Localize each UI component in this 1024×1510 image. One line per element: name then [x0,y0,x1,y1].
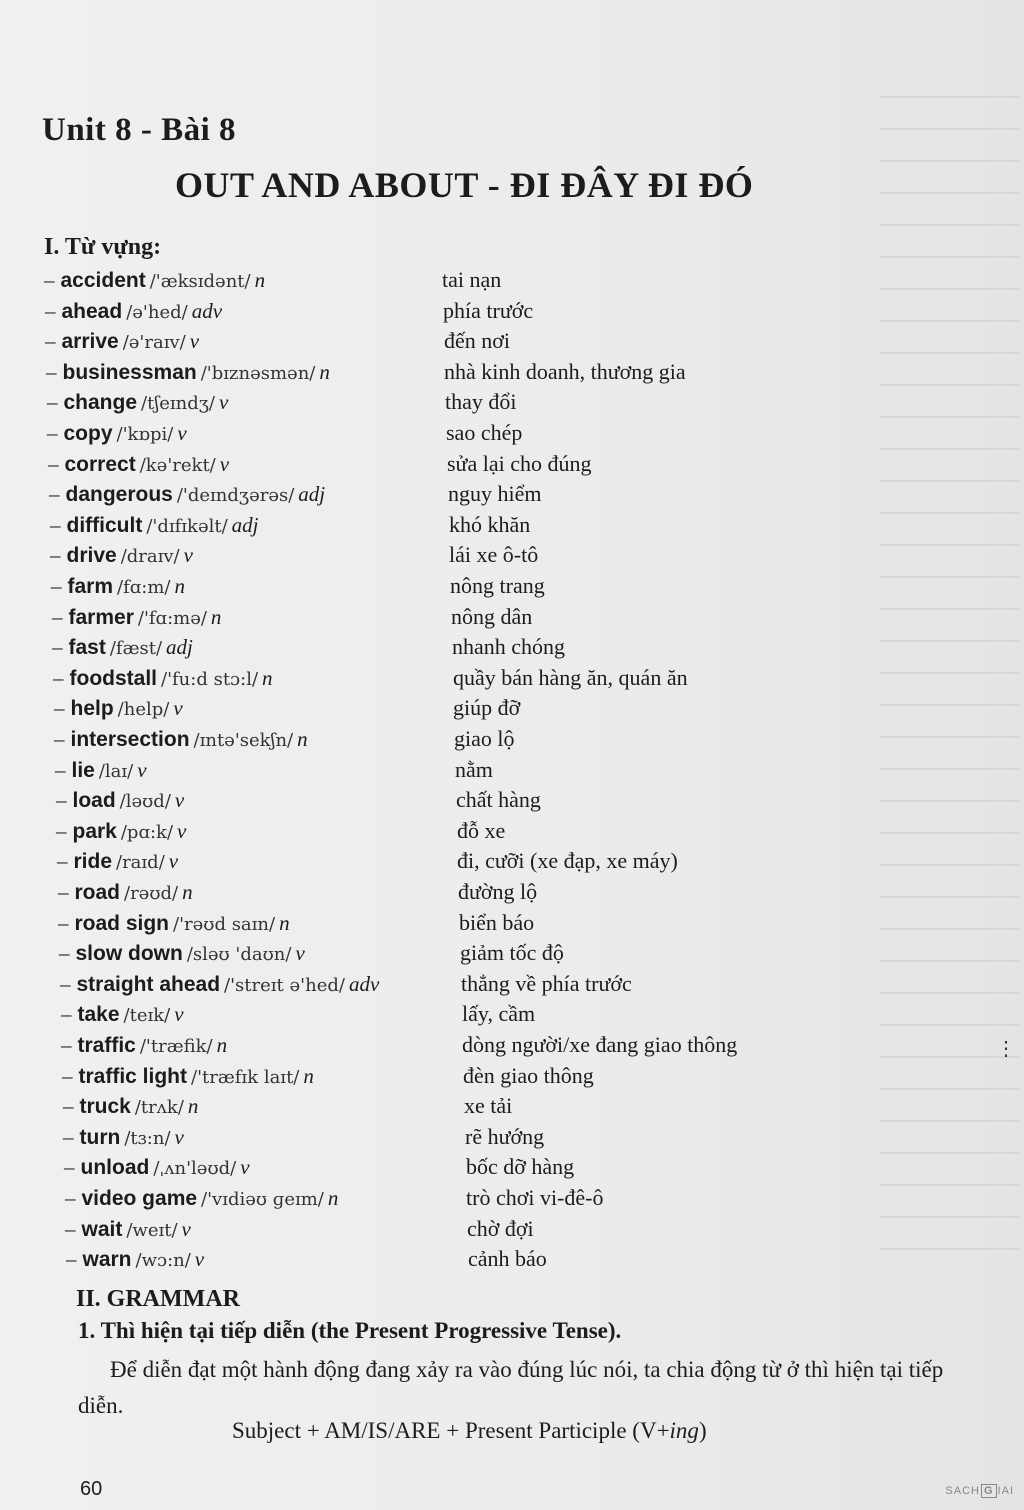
vocab-pos: n [297,727,308,751]
vocab-entry [48,450,229,480]
vocab-row [0,1092,800,1122]
vocab-meaning: sửa lại cho đúng [447,451,592,476]
vocab-pos: v [174,788,185,812]
vocab-entry [64,1153,250,1183]
vocab-row [0,541,800,571]
list-dash: – [63,1125,74,1149]
vocab-ipa: /'streɪt ə'hed/ [224,975,345,996]
vocab-row [0,817,800,847]
vocab-ipa: /tʃeɪndʒ/ [141,393,215,414]
vocab-entry [52,633,193,663]
vocab-ipa: /pɑ:k/ [120,822,174,843]
vocab-pos: v [240,1155,250,1179]
vocab-entry [54,725,308,755]
vocab-meaning: chờ đợi [467,1216,534,1241]
vocab-ipa: /trʌk/ [134,1097,184,1118]
list-dash: – [56,788,67,812]
vocab-row [0,603,800,633]
vocab-row [0,878,800,908]
vocab-word: road [74,881,121,904]
vocab-word: change [63,391,138,414]
list-dash: – [61,1002,72,1026]
list-dash: – [46,360,57,384]
vocab-meaning: lái xe ô-tô [449,542,539,567]
vocab-row [0,450,800,480]
list-dash: – [55,758,66,782]
vocab-entry [47,388,228,418]
list-dash: – [44,268,55,292]
formula-ing: ing [669,1418,699,1443]
list-dash: – [63,1094,74,1118]
vocab-ipa: /ɪntə'sekʃn/ [193,730,294,751]
list-dash: – [58,911,69,935]
vocab-row [0,1062,800,1092]
vocab-word: lie [71,759,95,782]
formula-main: Subject + AM/IS/ARE + Present Participle (V+ [232,1418,670,1443]
vocab-pos: v [168,849,179,873]
vocab-entry [59,939,305,969]
vocab-meaning: đèn giao thông [463,1063,594,1088]
list-dash: – [65,1217,76,1241]
list-dash: – [48,452,59,476]
vocab-row [0,1215,800,1245]
vocab-ipa: /laɪ/ [98,761,134,782]
vocab-pos: v [137,758,147,782]
vocab-entry [57,847,178,877]
watermark-logo [945,1484,1014,1498]
vocab-meaning: thẳng về phía trước [461,971,632,996]
vocab-entry [50,541,193,571]
vocab-meaning: đi, cưỡi (xe đạp, xe máy) [457,848,678,873]
vocab-entry [45,297,222,327]
vocab-meaning: cảnh báo [468,1246,547,1271]
vocab-meaning: giúp đỡ [453,695,521,720]
vocab-word: truck [79,1095,131,1118]
vocab-word: unload [80,1156,150,1179]
vocab-ipa: /'æksɪdənt/ [149,271,251,292]
vocab-row [0,511,800,541]
vocab-word: warn [82,1248,132,1271]
vocab-ipa: /'kɒpi/ [116,424,174,445]
list-dash: – [58,880,69,904]
vocab-ipa: /'rəʊd saɪn/ [173,914,276,935]
vocab-row [0,939,800,969]
bleed-through-texture [880,70,1020,1270]
vocab-ipa: /fɑ:m/ [117,577,171,598]
vocab-word: slow down [75,942,183,965]
vocab-pos: v [218,390,229,414]
vocab-meaning: nông dân [451,604,533,629]
page-number: 60 [80,1478,103,1500]
vocab-pos: v [295,941,305,965]
vocab-meaning: lấy, cầm [462,1001,536,1026]
vocab-word: turn [79,1126,121,1149]
vocab-ipa: /ˌʌn'ləʊd/ [153,1158,237,1179]
vocab-word: ahead [61,300,123,323]
vocab-ipa: /wɔ:n/ [135,1250,191,1271]
vocab-entry [50,511,259,541]
vocab-ipa: /draɪv/ [120,546,180,567]
vocab-pos: v [183,543,193,567]
list-dash: – [52,605,63,629]
vocab-row [0,1153,800,1183]
list-dash: – [65,1186,76,1210]
vocab-entry [60,970,379,1000]
vocab-word: foodstall [69,667,157,690]
vocab-meaning: chất hàng [456,787,541,812]
vocab-ipa: /rəʊd/ [124,883,179,904]
vocab-entry [45,327,199,357]
vocab-entry [63,1092,198,1122]
vocab-row [0,419,800,449]
list-dash: – [51,574,62,598]
vocab-entry [46,358,330,388]
vocab-word: farm [67,575,114,598]
list-dash: – [49,482,60,506]
vocab-meaning: khó khăn [449,512,531,537]
vocab-row [0,358,800,388]
vocab-word: ride [73,850,113,873]
vocab-row [0,909,800,939]
vocab-row [0,327,800,357]
vocabulary-heading: I. Từ vựng: [44,234,162,260]
vocab-pos: n [182,880,193,904]
vocab-word: copy [63,422,113,445]
vocab-pos: n [216,1033,228,1057]
vocab-row [0,480,800,510]
list-dash: – [47,390,58,414]
vocab-meaning: quầy bán hàng ăn, quán ăn [453,665,688,690]
grammar-heading: II. GRAMMAR [76,1286,240,1312]
list-dash: – [54,727,65,751]
list-dash: – [50,513,61,537]
vocab-pos: n [327,1186,339,1210]
vocab-pos: n [319,360,330,384]
vocab-row [0,694,800,724]
vocab-ipa: /weɪt/ [126,1220,178,1241]
vocab-ipa: /ə'raɪv/ [122,332,186,353]
vocab-row [0,297,800,327]
vocab-pos: adj [231,513,259,537]
list-dash: – [64,1155,75,1179]
list-dash: – [54,696,65,720]
list-dash: – [45,299,56,323]
vocab-meaning: dòng người/xe đang giao thông [462,1032,738,1057]
watermark-box: G [981,1484,997,1498]
vocab-entry [66,1245,204,1275]
vocab-row [0,266,800,296]
list-dash: – [61,1033,72,1057]
vocab-word: farmer [68,606,134,629]
vocab-pos: adj [166,635,193,659]
vocab-row [0,664,800,694]
vocab-pos: adv [191,299,223,323]
formula-end: ) [698,1418,707,1443]
vocab-pos: v [174,1002,184,1026]
list-dash: – [60,972,71,996]
list-dash: – [50,543,61,567]
vocab-meaning: sao chép [446,420,523,445]
list-dash: – [59,941,70,965]
vocab-pos: v [194,1247,205,1271]
vocab-ipa: /ə'hed/ [126,302,188,323]
vocab-entry [56,786,184,816]
vocab-row [0,847,800,877]
list-dash: – [53,666,64,690]
vocab-meaning: tai nạn [442,267,502,292]
vocab-pos: v [177,421,187,445]
vocab-meaning: xe tải [464,1093,513,1118]
vocab-word: wait [81,1218,123,1241]
vocab-pos: n [254,268,266,292]
vocab-ipa: /'fɑ:mə/ [137,608,207,629]
vocab-word: businessman [62,361,197,384]
grammar-formula [232,1418,707,1444]
vocab-word: drive [66,544,117,567]
vocab-pos: n [210,605,222,629]
vocab-entry [65,1215,191,1245]
list-dash: – [47,421,58,445]
vocab-row [0,1245,800,1275]
vocab-ipa: /fæst/ [109,638,163,659]
vocab-meaning: đỗ xe [457,818,506,843]
vocab-entry [51,572,185,602]
vocab-row [0,725,800,755]
vocab-meaning: nhanh chóng [452,634,566,659]
vocab-entry [49,480,325,510]
vocab-ipa: /ləʊd/ [119,791,171,812]
vocab-entry [44,266,265,296]
vocab-row [0,388,800,418]
vocab-entry [58,878,193,908]
grammar-paragraph: Để diễn đạt một hành động đang xảy ra vào đúng lúc nói, ta chia động từ ở thì hiện tại tiếp diễn. [78,1357,944,1418]
vocab-ipa: /'bɪznəsmən/ [200,363,316,384]
vocab-word: load [72,789,116,812]
vocab-row [0,633,800,663]
list-dash: – [57,849,68,873]
vocab-meaning: thay đổi [445,389,517,414]
vocab-meaning: nằm [455,757,493,782]
vocab-word: straight ahead [76,973,221,996]
vocab-ipa: /teɪk/ [123,1005,171,1026]
list-dash: – [56,819,67,843]
vocab-pos: v [174,1125,184,1149]
vocab-ipa: /sləʊ 'daʊn/ [186,944,292,965]
vocab-meaning: giảm tốc độ [460,940,564,965]
vocab-pos: n [279,911,290,935]
list-dash: – [62,1064,73,1088]
vocab-pos: adj [298,482,326,506]
vocab-pos: v [177,819,187,843]
vocab-entry [47,419,187,449]
vocab-entry [63,1123,184,1153]
vocab-pos: n [174,574,185,598]
vocab-row [0,1184,800,1214]
vocab-ipa: /'træfik/ [139,1036,213,1057]
vocab-word: road sign [74,912,170,935]
list-dash: – [66,1247,77,1271]
watermark-right: IAI [997,1485,1014,1497]
vocab-word: video game [81,1187,198,1210]
vocab-entry [56,817,186,847]
vocab-ipa: /kə'rekt/ [139,455,216,476]
vocab-word: park [72,820,117,843]
vocab-word: traffic [77,1034,136,1057]
vocab-entry [58,909,290,939]
vocab-row [0,786,800,816]
vocab-entry [54,694,183,724]
vocab-meaning: đến nơi [444,328,511,353]
vocab-entry [55,756,147,786]
vocab-word: traffic light [78,1065,187,1088]
vocab-pos: n [187,1094,199,1118]
vocab-pos: v [173,696,183,720]
vocab-word: fast [68,636,106,659]
unit-title: Unit 8 - Bài 8 [42,112,237,148]
vocab-ipa: /tɜ:n/ [124,1128,171,1149]
vocab-pos: adv [348,972,380,996]
list-dash: – [52,635,63,659]
vocab-word: arrive [61,330,119,353]
vocab-ipa: /'træfɪk laɪt/ [191,1067,300,1088]
list-dash: – [45,329,56,353]
edge-marks: ⋮ [996,1038,1016,1060]
vocab-pos: v [219,452,230,476]
vocab-word: intersection [70,728,190,751]
vocab-row [0,970,800,1000]
vocab-entry [62,1062,314,1092]
vocab-meaning: bốc dỡ hàng [466,1154,575,1179]
vocab-word: take [77,1003,120,1026]
vocab-meaning: giao lộ [454,726,515,751]
vocab-word: dangerous [65,483,173,506]
vocab-entry [61,1031,227,1061]
vocab-entry [53,664,273,694]
vocab-row [0,1031,800,1061]
watermark-left: SACH [945,1485,980,1497]
lesson-title: OUT AND ABOUT - ĐI ĐÂY ĐI ĐÓ [175,165,754,205]
vocab-row [0,1123,800,1153]
vocab-row [0,1000,800,1030]
vocab-word: help [70,697,114,720]
vocab-meaning: nhà kinh doanh, thương gia [444,359,686,384]
vocab-entry [61,1000,184,1030]
vocab-ipa: /raɪd/ [116,852,165,873]
vocab-meaning: biển báo [459,910,535,935]
vocab-pos: n [303,1064,314,1088]
vocab-row [0,756,800,786]
vocab-ipa: /'deɪndʒərəs/ [176,485,295,506]
vocab-meaning: rẽ hướng [465,1124,545,1149]
vocab-word: difficult [66,514,143,537]
vocab-ipa: /'dɪfɪkəlt/ [146,516,228,537]
vocab-meaning: nguy hiểm [448,481,542,506]
vocab-pos: v [181,1217,191,1241]
vocab-pos: n [262,666,273,690]
vocab-meaning: đường lộ [458,879,538,904]
vocab-entry [65,1184,338,1214]
vocab-row [0,572,800,602]
vocab-word: correct [64,453,136,476]
grammar-subheading: 1. Thì hiện tại tiếp diễn (the Present Progressive Tense). [78,1318,622,1343]
vocab-meaning: nông trang [450,573,545,598]
vocab-meaning: trò chơi vi-đê-ô [466,1185,604,1210]
vocab-word: accident [60,269,146,292]
vocab-ipa: /'fu:d stɔ:l/ [161,669,259,690]
vocab-ipa: /'vɪdiəʊ ɡeɪm/ [201,1189,324,1210]
vocab-ipa: /help/ [117,699,170,720]
vocab-pos: v [189,329,200,353]
vocab-entry [52,603,221,633]
vocab-meaning: phía trước [443,298,534,323]
